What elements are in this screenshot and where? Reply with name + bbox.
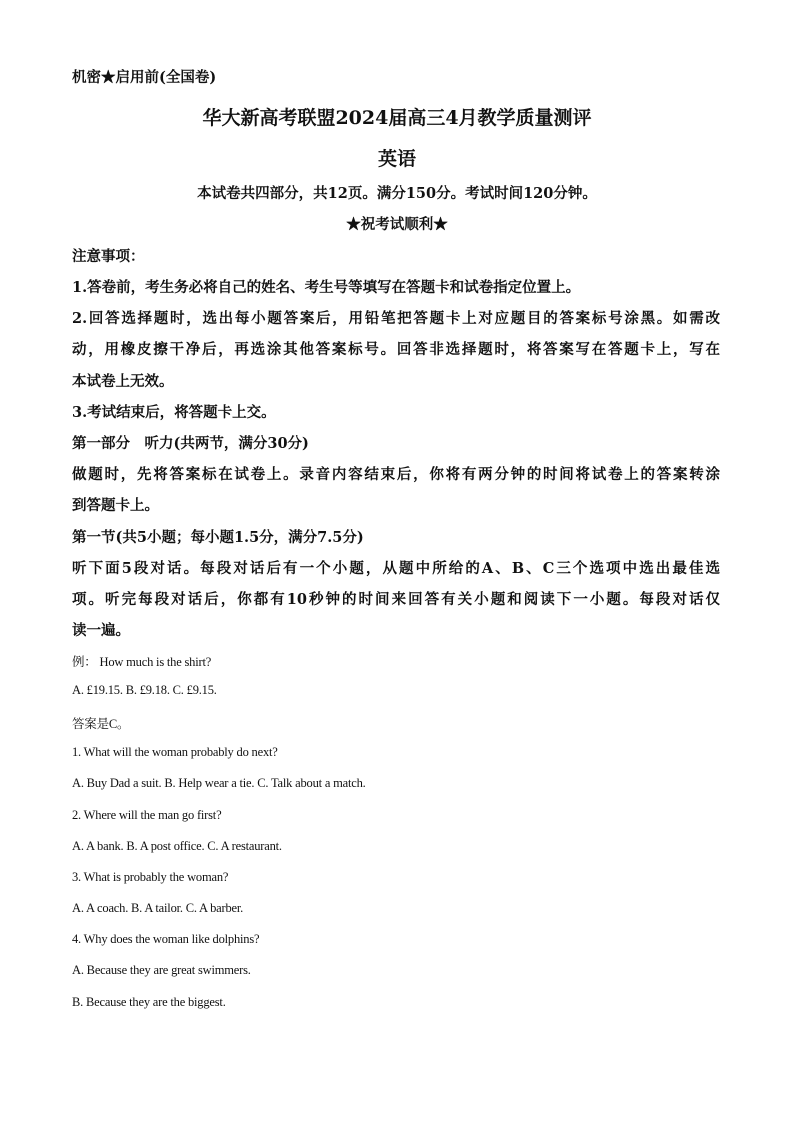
part1-instruction-line-1: 做题时，先将答案标在试卷上。录音内容结束后，你将有两分钟的时间将试卷上的答案转涂 xyxy=(72,466,720,483)
question-4-option-a: A. Because they are great swimmers. xyxy=(72,963,251,977)
note-item-2-line-1: 2.回答选择题时，选出每小题答案后，用铅笔把答题卡上对应题目的答案标号涂黑。如需改 xyxy=(72,310,720,327)
question-1: 1. What will the woman probably do next? xyxy=(72,745,278,759)
confidential-label: 机密★启用前(全国卷) xyxy=(72,69,217,86)
part1-instruction-line-2: 到答题卡上。 xyxy=(72,497,159,514)
subject-title: 英语 xyxy=(377,148,416,170)
section1-instruction-line-1: 听下面5段对话。每段对话后有一个小题，从题中所给的A、B、C三个选项中选出最佳选 xyxy=(72,560,720,577)
question-4-option-b: B. Because they are the biggest. xyxy=(72,995,226,1009)
note-item-3: 3.考试结束后，将答题卡上交。 xyxy=(72,404,276,421)
example-answer: 答案是C。 xyxy=(72,717,130,731)
section1-heading: 第一节(共5小题；每小题1.5分，满分7.5分) xyxy=(72,529,364,546)
example-options: A. £19.15. B. £9.18. C. £9.15. xyxy=(72,683,217,697)
notes-heading: 注意事项： xyxy=(72,248,145,265)
note-item-1: 1.答卷前，考生务必将自己的姓名、考生号等填写在答题卡和试卷指定位置上。 xyxy=(72,279,581,296)
question-3-options: A. A coach. B. A tailor. C. A barber. xyxy=(72,901,244,915)
good-luck-wish: ★祝考试顺利★ xyxy=(346,216,448,233)
note-item-2-line-3: 本试卷上无效。 xyxy=(72,373,174,390)
question-3: 3. What is probably the woman? xyxy=(72,870,229,884)
section1-instruction-line-3: 读一遍。 xyxy=(72,622,130,639)
example-question: 例： How much is the shirt? xyxy=(72,655,212,669)
question-1-options: A. Buy Dad a suit. B. Help wear a tie. C. Talk about a match. xyxy=(72,776,366,790)
question-4: 4. Why does the woman like dolphins? xyxy=(72,932,260,946)
question-2-options: A. A bank. B. A post office. C. A restaurant. xyxy=(72,839,282,853)
question-2: 2. Where will the man go first? xyxy=(72,808,222,822)
exam-title: 华大新高考联盟2024届高三4月教学质量测评 xyxy=(202,107,592,129)
note-item-2-line-2: 动，用橡皮擦干净后，再选涂其他答案标号。回答非选择题时，将答案写在答题卡上，写在 xyxy=(72,341,720,358)
part1-heading: 第一部分 听力(共两节，满分30分) xyxy=(72,435,309,452)
section1-instruction-line-2: 项。听完每段对话后，你都有10秒钟的时间来回答有关小题和阅读下一小题。每段对话仅 xyxy=(72,591,720,608)
exam-info: 本试卷共四部分，共12页。满分150分。考试时间120分钟。 xyxy=(197,185,597,202)
